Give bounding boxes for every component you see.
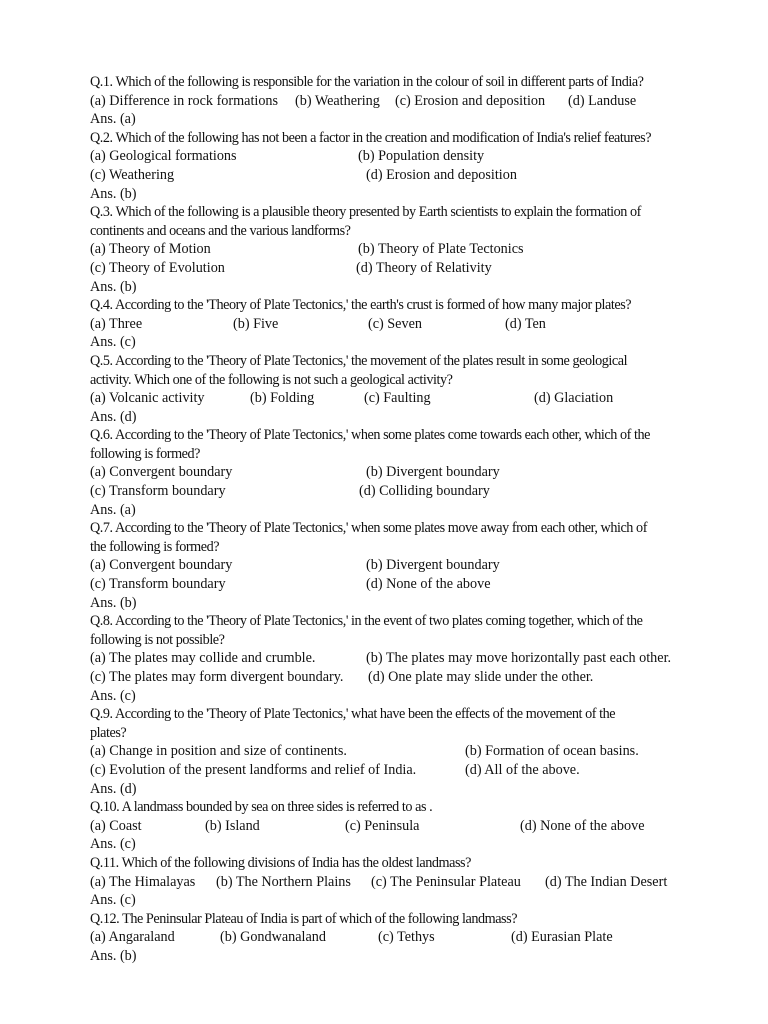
question-text: Q.1. Which of the following is responsible for the variation in the colour of soil in different parts of India? <box>90 74 644 90</box>
options-row <box>90 92 730 111</box>
option: (c) Transform boundary <box>90 576 226 593</box>
option: (a) Theory of Motion <box>90 241 211 258</box>
options-row <box>90 463 730 482</box>
option: (b) Theory of Plate Tectonics <box>358 241 524 258</box>
option: (c) Faulting <box>364 390 431 407</box>
option: (c) The Peninsular Plateau <box>371 873 521 890</box>
option: (d) Landuse <box>568 92 637 109</box>
answer: Ans. (a) <box>90 501 136 518</box>
question-block <box>90 612 730 705</box>
option: (d) None of the above <box>366 576 491 593</box>
option: (b) Gondwanaland <box>220 929 326 946</box>
option: (d) The Indian Desert <box>545 873 668 890</box>
option: (c) Tethys <box>378 929 435 946</box>
options-row <box>90 389 730 408</box>
option: (d) Theory of Relativity <box>356 259 492 276</box>
question-text: Q.5. According to the 'Theory of Plate Tectonics,' the movement of the plates result in some geological <box>90 352 628 369</box>
answer: Ans. (b) <box>90 185 137 202</box>
options-row <box>90 668 730 687</box>
answer: Ans. (b) <box>90 947 137 964</box>
option: (d) Eurasian Plate <box>511 929 613 946</box>
question-text: plates? <box>90 724 127 741</box>
answer: Ans. (b) <box>90 278 137 295</box>
question-block <box>90 129 730 203</box>
option: (d) Ten <box>505 315 546 332</box>
option: (a) Change in position and size of continents. <box>90 743 347 760</box>
option: (c) Erosion and deposition <box>395 92 546 109</box>
options-row <box>90 761 730 780</box>
options-row <box>90 742 730 761</box>
question-block <box>90 854 730 910</box>
question-block <box>90 203 730 296</box>
option: (a) Angaraland <box>90 929 175 946</box>
options-row <box>90 315 730 334</box>
option: (c) Seven <box>368 315 422 332</box>
options-row <box>90 166 730 185</box>
option: (a) Three <box>90 315 143 332</box>
answer: Ans. (c) <box>90 687 136 704</box>
option: (a) Coast <box>90 817 142 834</box>
options-row <box>90 928 730 947</box>
options-row <box>90 482 730 501</box>
options-row <box>90 873 730 892</box>
question-text: following is formed? <box>90 445 200 462</box>
answer: Ans. (d) <box>90 408 137 425</box>
option: (c) Weathering <box>90 166 175 183</box>
option: (c) Theory of Evolution <box>90 259 225 276</box>
option: (b) The Northern Plains <box>216 873 351 890</box>
option: (b) Divergent boundary <box>366 557 500 574</box>
question-text: following is not possible? <box>90 631 225 648</box>
question-text: Q.2. Which of the following has not been a factor in the creation and modification of India's relief features? <box>90 129 652 146</box>
question-sheet <box>90 73 730 966</box>
option: (d) All of the above. <box>465 761 580 778</box>
question-text: the following is formed? <box>90 538 220 555</box>
answer: Ans. (a) <box>90 111 136 128</box>
options-row <box>90 817 730 836</box>
question-block <box>90 296 730 352</box>
option: (b) The plates may move horizontally past each other. <box>366 650 672 667</box>
option: (b) Divergent boundary <box>366 464 500 481</box>
question-text: Q.7. According to the 'Theory of Plate Tectonics,' when some plates move away from each other, which of <box>90 520 647 537</box>
answer: Ans. (c) <box>90 892 136 909</box>
question-text: Q.6. According to the 'Theory of Plate Tectonics,' when some plates come towards each other, which of the <box>90 427 651 444</box>
option: (d) One plate may slide under the other. <box>368 669 594 685</box>
options-row <box>90 240 730 259</box>
options-row <box>90 147 730 166</box>
option: (b) Formation of ocean basins. <box>465 743 639 760</box>
question-text: Q.11. Which of the following divisions of India has the oldest landmass? <box>90 854 471 871</box>
option: (a) The plates may collide and crumble. <box>90 650 316 667</box>
option: (c) Evolution of the present landforms and relief of India. <box>90 761 417 778</box>
options-row <box>90 575 730 594</box>
question-text: Q.12. The Peninsular Plateau of India is part of which of the following landmass? <box>90 910 518 927</box>
question-text: continents and oceans and the various landforms? <box>90 222 351 239</box>
option: (a) Convergent boundary <box>90 464 233 481</box>
option: (c) Peninsula <box>345 817 420 834</box>
question-block <box>90 352 730 426</box>
question-text: Q.8. According to the 'Theory of Plate Tectonics,' in the event of two plates coming together, which of the <box>90 613 643 630</box>
question-block <box>90 910 730 966</box>
answer: Ans. (c) <box>90 334 136 351</box>
option: (b) Population density <box>358 148 485 165</box>
option: (b) Five <box>233 315 279 332</box>
question-block <box>90 798 730 854</box>
option: (a) Volcanic activity <box>90 390 205 407</box>
option: (a) Difference in rock formations <box>90 92 279 109</box>
answer: Ans. (d) <box>90 780 137 797</box>
answer: Ans. (b) <box>90 594 137 611</box>
option: (a) The Himalayas <box>90 873 196 890</box>
option: (b) Weathering <box>295 92 380 109</box>
question-block <box>90 705 730 798</box>
option: (d) Glaciation <box>534 390 614 407</box>
question-text: Q.10. A landmass bounded by sea on three sides is referred to as . <box>90 799 433 816</box>
option: (b) Island <box>205 817 260 834</box>
question-text: Q.9. According to the 'Theory of Plate Tectonics,' what have been the effects of the movement of the <box>90 706 616 723</box>
option: (a) Geological formations <box>90 148 237 165</box>
question-block <box>90 426 730 519</box>
options-row <box>90 649 730 668</box>
option: (d) Erosion and deposition <box>366 166 517 183</box>
question-block <box>90 73 730 129</box>
option: (a) Convergent boundary <box>90 557 233 574</box>
question-text: Q.3. Which of the following is a plausible theory presented by Earth scientists to explain the formation of <box>90 204 641 221</box>
option: (c) The plates may form divergent boundary. <box>90 669 344 685</box>
option: (b) Folding <box>250 390 315 407</box>
question-text: Q.4. According to the 'Theory of Plate Tectonics,' the earth's crust is formed of how many major plates? <box>90 297 632 314</box>
option: (d) Colliding boundary <box>359 483 490 500</box>
options-row <box>90 259 730 278</box>
answer: Ans. (c) <box>90 836 136 853</box>
option: (c) Transform boundary <box>90 483 226 500</box>
options-row <box>90 556 730 575</box>
option: (d) None of the above <box>520 817 645 834</box>
question-block <box>90 519 730 612</box>
question-text: activity. Which one of the following is not such a geological activity? <box>90 371 453 388</box>
